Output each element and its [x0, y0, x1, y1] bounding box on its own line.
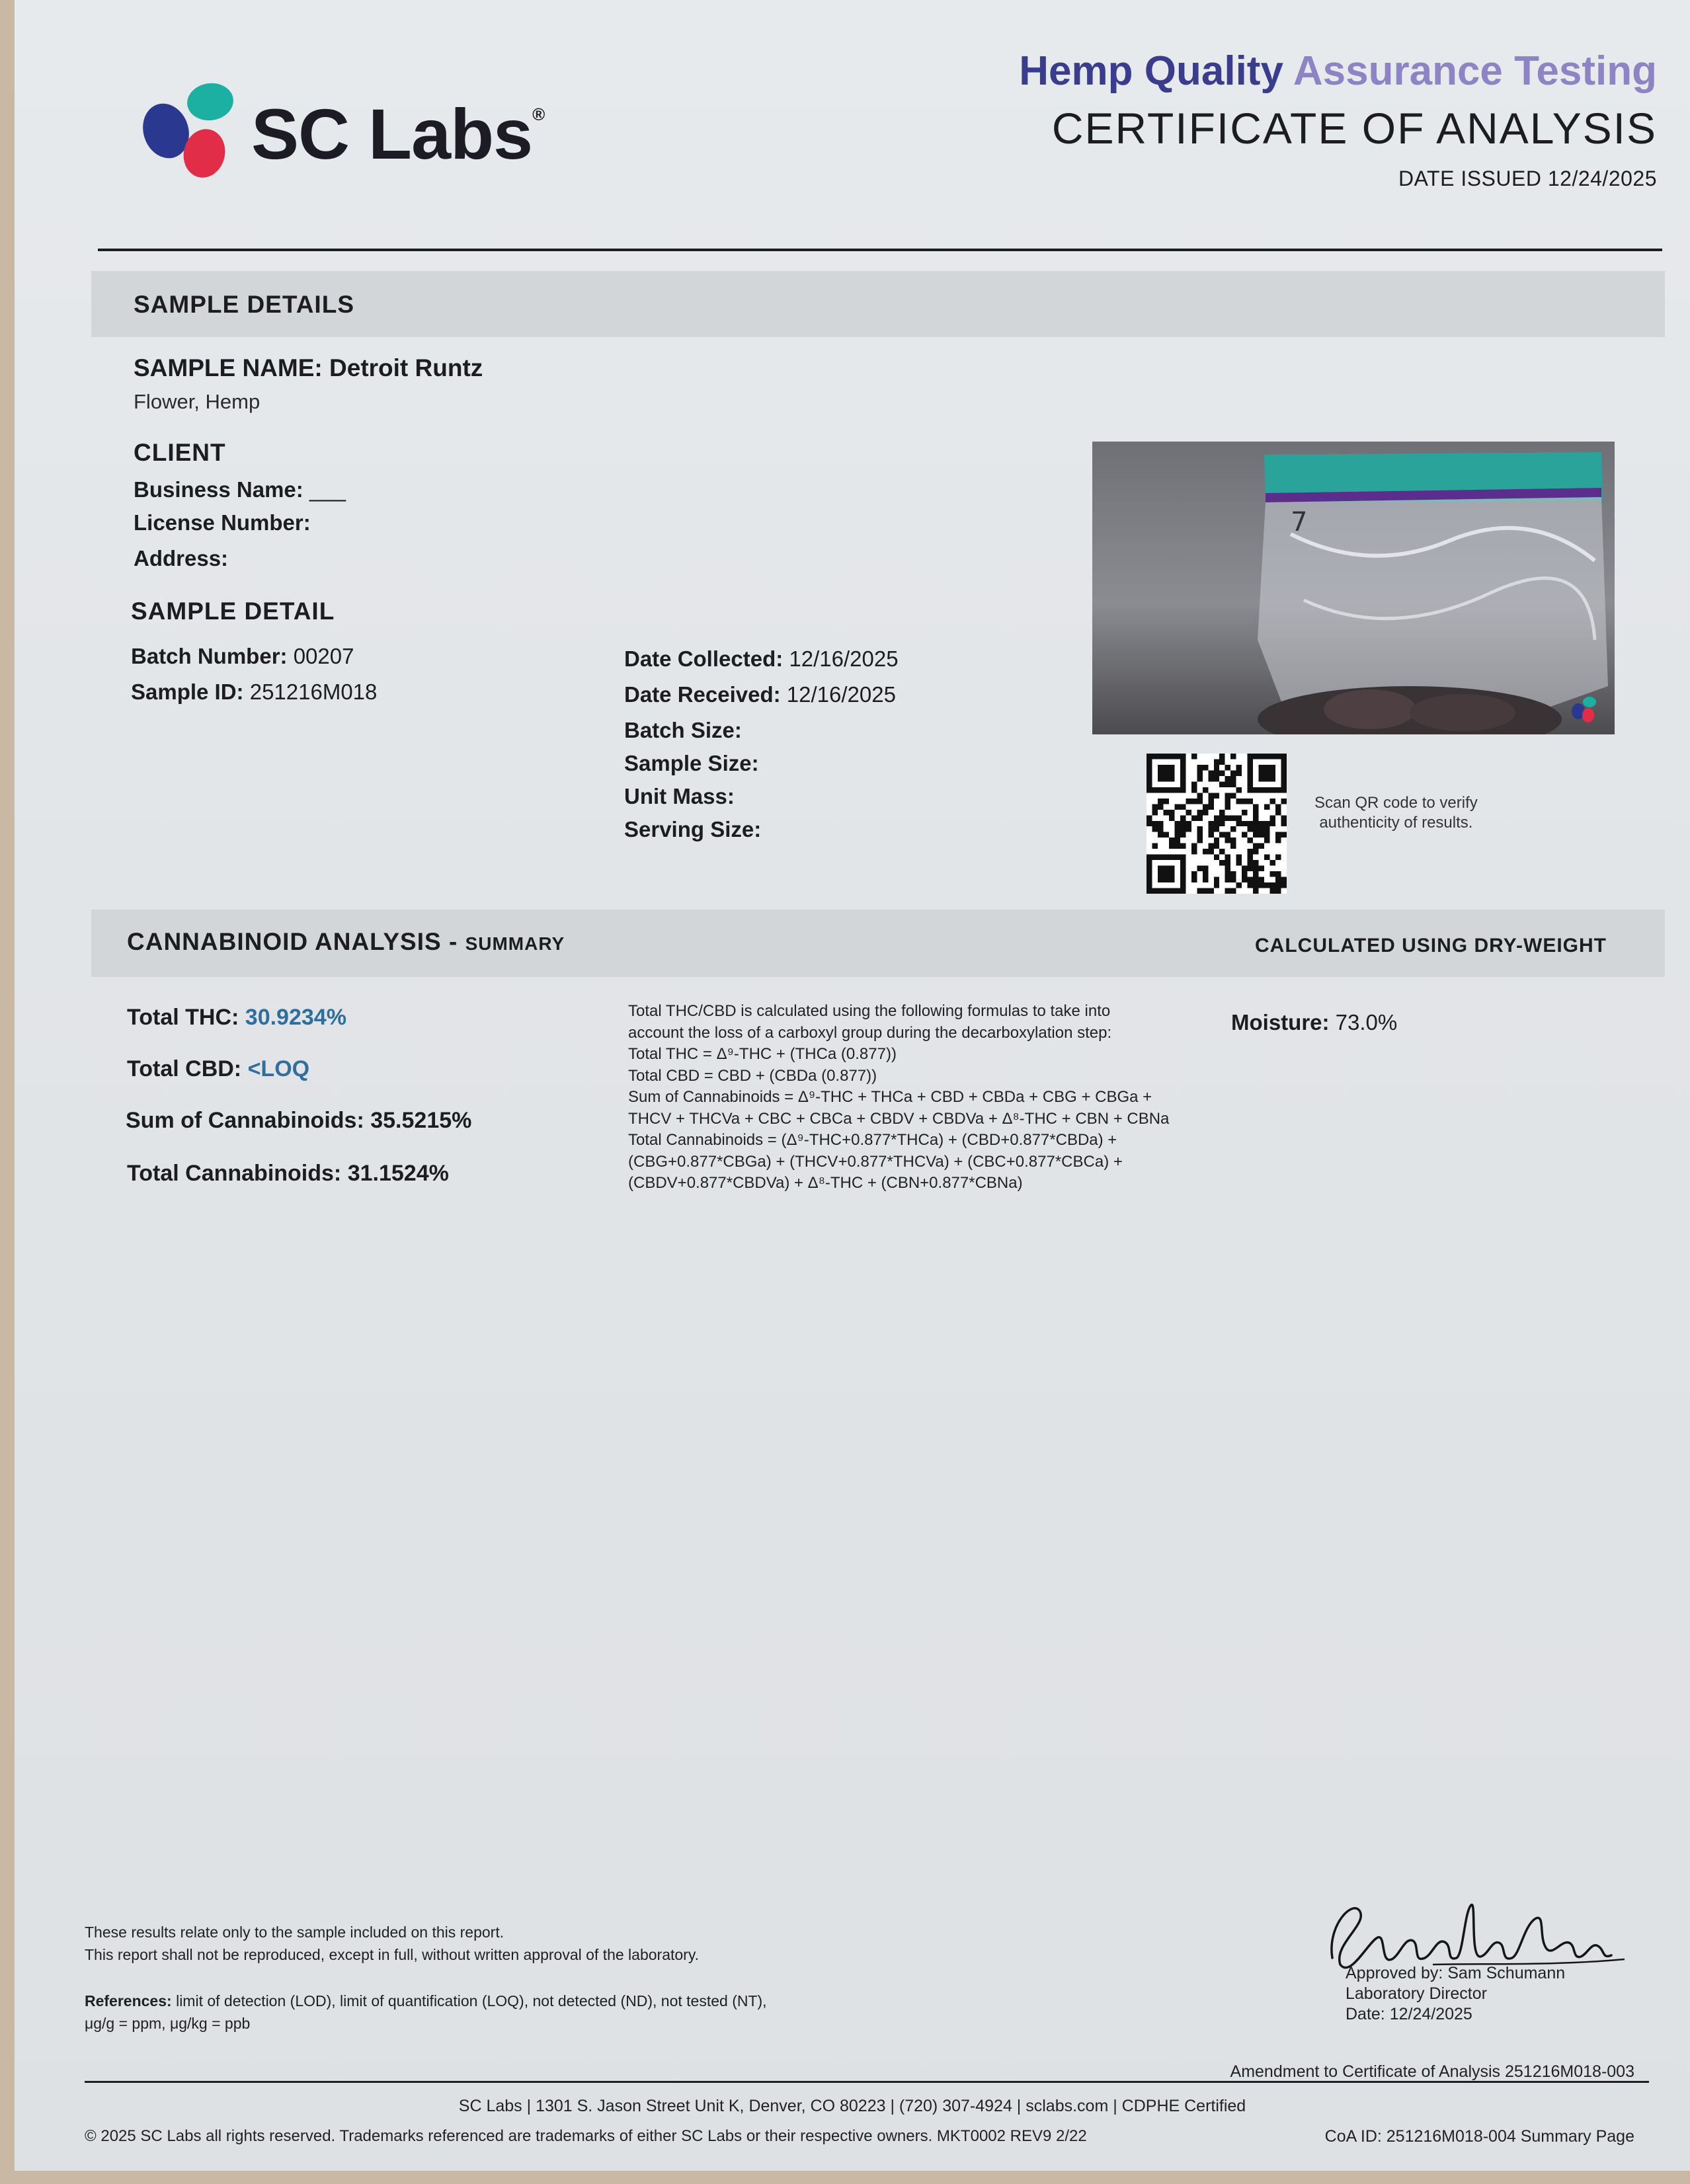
formula-line: Total Cannabinoids = (Δ⁹-THC+0.877*THCa) + (CBD+0.877*CBDa) +: [628, 1131, 1117, 1149]
calculation-basis: CALCULATED USING DRY-WEIGHT: [1255, 935, 1607, 956]
footer-divider: [85, 2081, 1649, 2083]
sample-bag-image: [1092, 442, 1615, 734]
formula-line: THCV + THCVa + CBC + CBCa + CBDV + CBDVa + Δ⁸-THC + CBN + CBNa: [628, 1109, 1170, 1128]
total-cbd: Total CBD: <LOQ: [127, 1056, 310, 1081]
unit-mass: Unit Mass:: [624, 784, 735, 808]
date-issued: DATE ISSUED 12/24/2025: [1398, 167, 1657, 190]
client-heading: CLIENT: [134, 439, 226, 466]
sample-detail-heading: SAMPLE DETAIL: [131, 598, 335, 625]
moisture: Moisture: 73.0%: [1231, 1010, 1398, 1034]
total-cannabinoids: Total Cannabinoids: 31.1524%: [127, 1161, 449, 1186]
date-received: Date Received: 12/16/2025: [624, 682, 896, 707]
verification-qr-code[interactable]: [1147, 754, 1287, 894]
document-title: CERTIFICATE OF ANALYSIS: [1051, 104, 1657, 153]
amendment-note: Amendment to Certificate of Analysis 251216M018-003: [1230, 2062, 1634, 2081]
formula-line: Total THC/CBD is calculated using the following formulas to take into: [628, 1002, 1111, 1020]
calculation-formulas: [628, 1001, 1223, 1194]
approval-block: Approved by: Sam Schumann Laboratory Director Date: 12/24/2025: [1346, 1964, 1566, 2023]
serving-size: Serving Size:: [624, 817, 762, 841]
references: References: limit of detection (LOD), limit of quantification (LOQ), not detected (ND), not tested (NT), μg/g = ppm, μg/kg = ppb: [85, 1992, 767, 2032]
sample-photo: [1092, 442, 1615, 734]
coa-id: CoA ID: 251216M018-004 Summary Page: [1324, 2127, 1634, 2146]
formula-line: account the loss of a carboxyl group during the decarboxylation step:: [628, 1023, 1112, 1042]
formula-line: (CBDV+0.877*CBDVa) + Δ⁸-THC + (CBN+0.877*CBNa): [628, 1174, 1023, 1192]
license-number: License Number:: [134, 510, 311, 535]
disclaimer: These results relate only to the sample included on this report. This report shall not be reproduced, except in full, without written approval of the laboratory.: [85, 1924, 700, 1963]
business-name: Business Name: ___: [134, 477, 346, 502]
lab-address: SC Labs | 1301 S. Jason Street Unit K, Denver, CO 80223 | (720) 307-4924 | sclabs.com | CDPHE Certified: [458, 2097, 1246, 2115]
sc-labs-logo-icon: [130, 79, 249, 185]
certificate-page: [15, 0, 1690, 2171]
formula-line: Sum of Cannabinoids = Δ⁹-THC + THCa + CBD + CBDa + CBG + CBGa +: [628, 1088, 1152, 1106]
formula-line: Total THC = Δ⁹-THC + (THCa (0.877)): [628, 1045, 897, 1063]
header-divider: [98, 249, 1662, 251]
formula-line: Total CBD = CBD + (CBDa (0.877)): [628, 1066, 877, 1085]
formula-line: (CBG+0.877*CBGa) + (THCV+0.877*THCVa) + (CBC+0.877*CBCa) +: [628, 1152, 1123, 1171]
copyright: © 2025 SC Labs all rights reserved. Trademarks referenced are trademarks of either SC Labs or their respective owners. MKT0002 REV9 2/22: [85, 2127, 1087, 2145]
sum-of-cannabinoids: Sum of Cannabinoids: 35.5215%: [126, 1108, 472, 1133]
sample-details-heading: SAMPLE DETAILS: [134, 291, 354, 318]
date-collected: Date Collected: 12/16/2025: [624, 646, 899, 671]
bag-marking: 7: [1291, 507, 1308, 537]
sample-name: SAMPLE NAME: Detroit Runtz: [134, 354, 483, 381]
sample-size: Sample Size:: [624, 751, 759, 775]
sample-category: Flower, Hemp: [134, 390, 261, 413]
total-thc: Total THC: 30.9234%: [127, 1005, 346, 1030]
batch-size: Batch Size:: [624, 718, 742, 742]
sample-id: Sample ID: 251216M018: [131, 680, 378, 704]
brand-name: SC Labs®: [251, 94, 545, 174]
address-label: Address:: [134, 546, 229, 570]
cannabinoid-heading: CANNABINOID ANALYSIS - SUMMARY: [127, 928, 565, 955]
qr-note: Scan QR code to verify authenticity of results.: [1314, 794, 1478, 832]
batch-number: Batch Number: 00207: [131, 644, 354, 668]
report-type-title: Hemp Quality Assurance Testing: [1019, 48, 1657, 94]
registered-mark: ®: [532, 104, 545, 124]
